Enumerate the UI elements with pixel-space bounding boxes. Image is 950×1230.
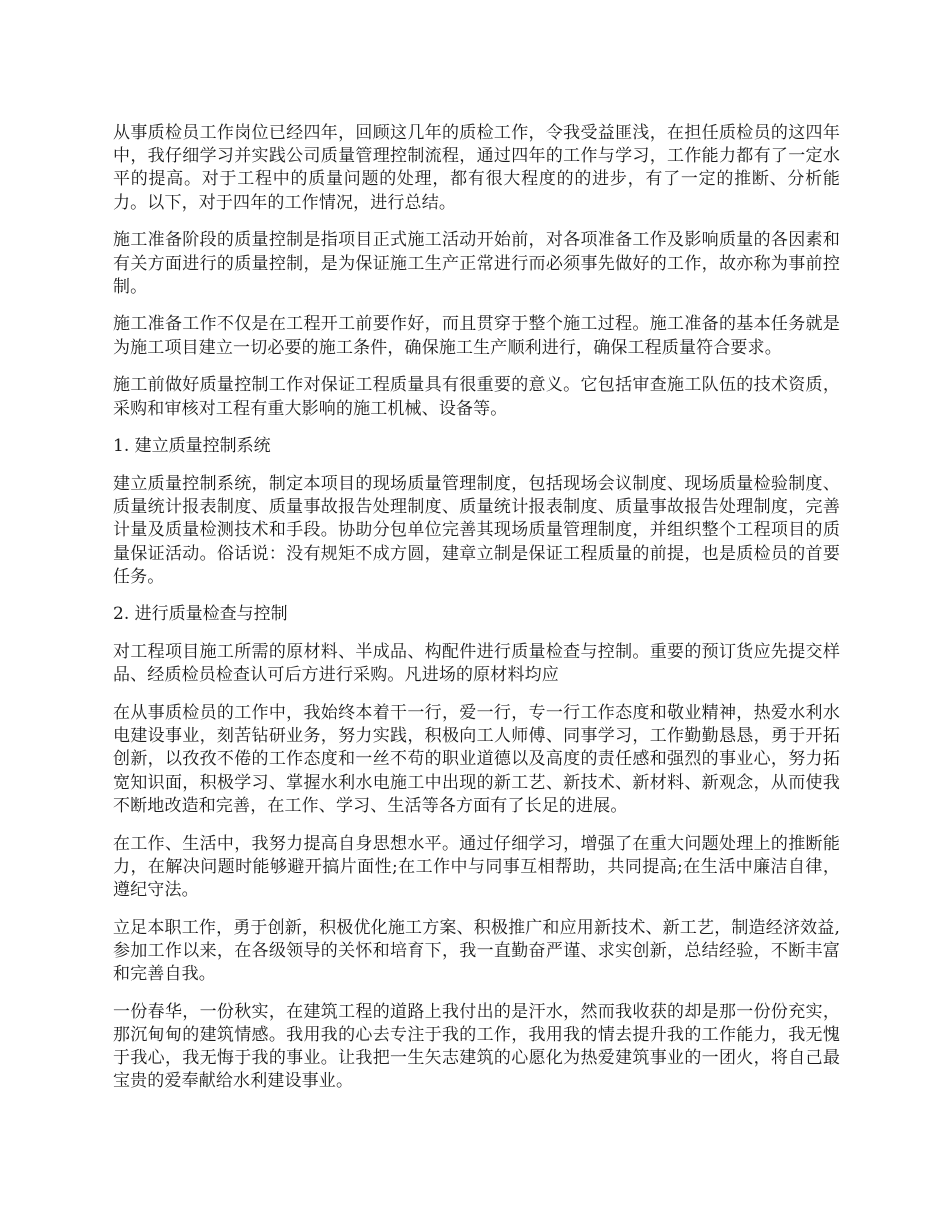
paragraph-quality-inspection: 对工程项目施工所需的原材料、半成品、构配件进行质量检查与控制。重要的预订货应先提交样品、经质检员检查认可后方进行采购。凡进场的原材料均应 — [113, 642, 840, 686]
paragraph-innovation: 立足本职工作，勇于创新，积极优化施工方案、积极推广和应用新技术、新工艺，制造经济效益,参加工作以来，在各级领导的关怀和培育下，我一直勤奋严谨、求实创新，总结经验，不断丰富和完善自我。 — [113, 917, 840, 985]
section-heading-1: 1. 建立质量控制系统 — [113, 436, 271, 457]
paragraph-preparation-work: 施工准备工作不仅是在工程开工前要作好，而且贯穿于整个施工过程。施工准备的基本任务就是为施工项目建立一切必要的施工条件，确保施工生产顺利进行，确保工程质量符合要求。 — [113, 314, 840, 358]
paragraph-preparation-stage: 施工准备阶段的质量控制是指项目正式施工活动开始前，对各项准备工作及影响质量的各因素和有关方面进行的质量控制，是为保证施工生产正常进行而必须事先做好的工作，故亦称为事前控制。 — [113, 230, 840, 297]
paragraph-pre-construction: 施工前做好质量控制工作对保证工程质量具有很重要的意义。它包括审查施工队伍的技术资质，采购和审核对工程有重大影响的施工机械、设备等。 — [113, 375, 840, 419]
paragraph-work-attitude: 在从事质检员的工作中，我始终本着干一行，爱一行，专一行工作态度和敬业精神，热爱水利水电建设事业，刻苦钻研业务，努力实践，积极向工人师傅、同事学习，工作勤勤恳恳，勇于开拓创新，以孜孜不倦的工作态度和一丝不苟的职业道德以及高度的责任感和强烈的事业心，努力拓宽知识面，积极学习、掌握水利水电施工中出现的新工艺、新技术、新材料、新观念，从而使我不断地改造和完善，在工作、学习、生活等各方面有了长足的进展。 — [113, 703, 840, 816]
paragraph-intro: 从事质检员工作岗位已经四年，回顾这几年的质检工作，令我受益匪浅，在担任质检员的这四年中，我仔细学习并实践公司质量管理控制流程，通过四年的工作与学习，工作能力都有了一定水平的提高。对于工程中的质量问题的处理，都有很大程度的的进步，有了一定的推断、分析能力。以下，对于四年的工作情况，进行总结。 — [113, 123, 840, 213]
section-heading-2: 2. 进行质量检查与控制 — [113, 604, 288, 625]
paragraph-conclusion: 一份春华，一份秋实，在建筑工程的道路上我付出的是汗水，然而我收获的却是那一份份充实，那沉甸甸的建筑情感。我用我的心去专注于我的工作，我用我的情去提升我的工作能力，我无愧于我心，我无悔于我的事业。让我把一生矢志建筑的心愿化为热爱建筑事业的一团火，将自己最宝贵的爱奉献给水利建设事业。 — [113, 1001, 840, 1092]
paragraph-quality-system: 建立质量控制系统，制定本项目的现场质量管理制度，包括现场会议制度、现场质量检验制度、质量统计报表制度、质量事故报告处理制度、质量统计报表制度、质量事故报告处理制度，完善计量及质量检测技术和手段。协助分包单位完善其现场质量管理制度，并组织整个工程项目的质量保证活动。俗话说：没有规矩不成方圆，建章立制是保证工程质量的前提，也是质检员的首要任务。 — [113, 473, 840, 587]
paragraph-self-improvement: 在工作、生活中，我努力提高自身思想水平。通过仔细学习，增强了在重大问题处理上的推断能力，在解决问题时能够避开搞片面性;在工作中与同事互相帮助，共同提高;在生活中廉洁自律，遵纪守法。 — [113, 833, 840, 900]
